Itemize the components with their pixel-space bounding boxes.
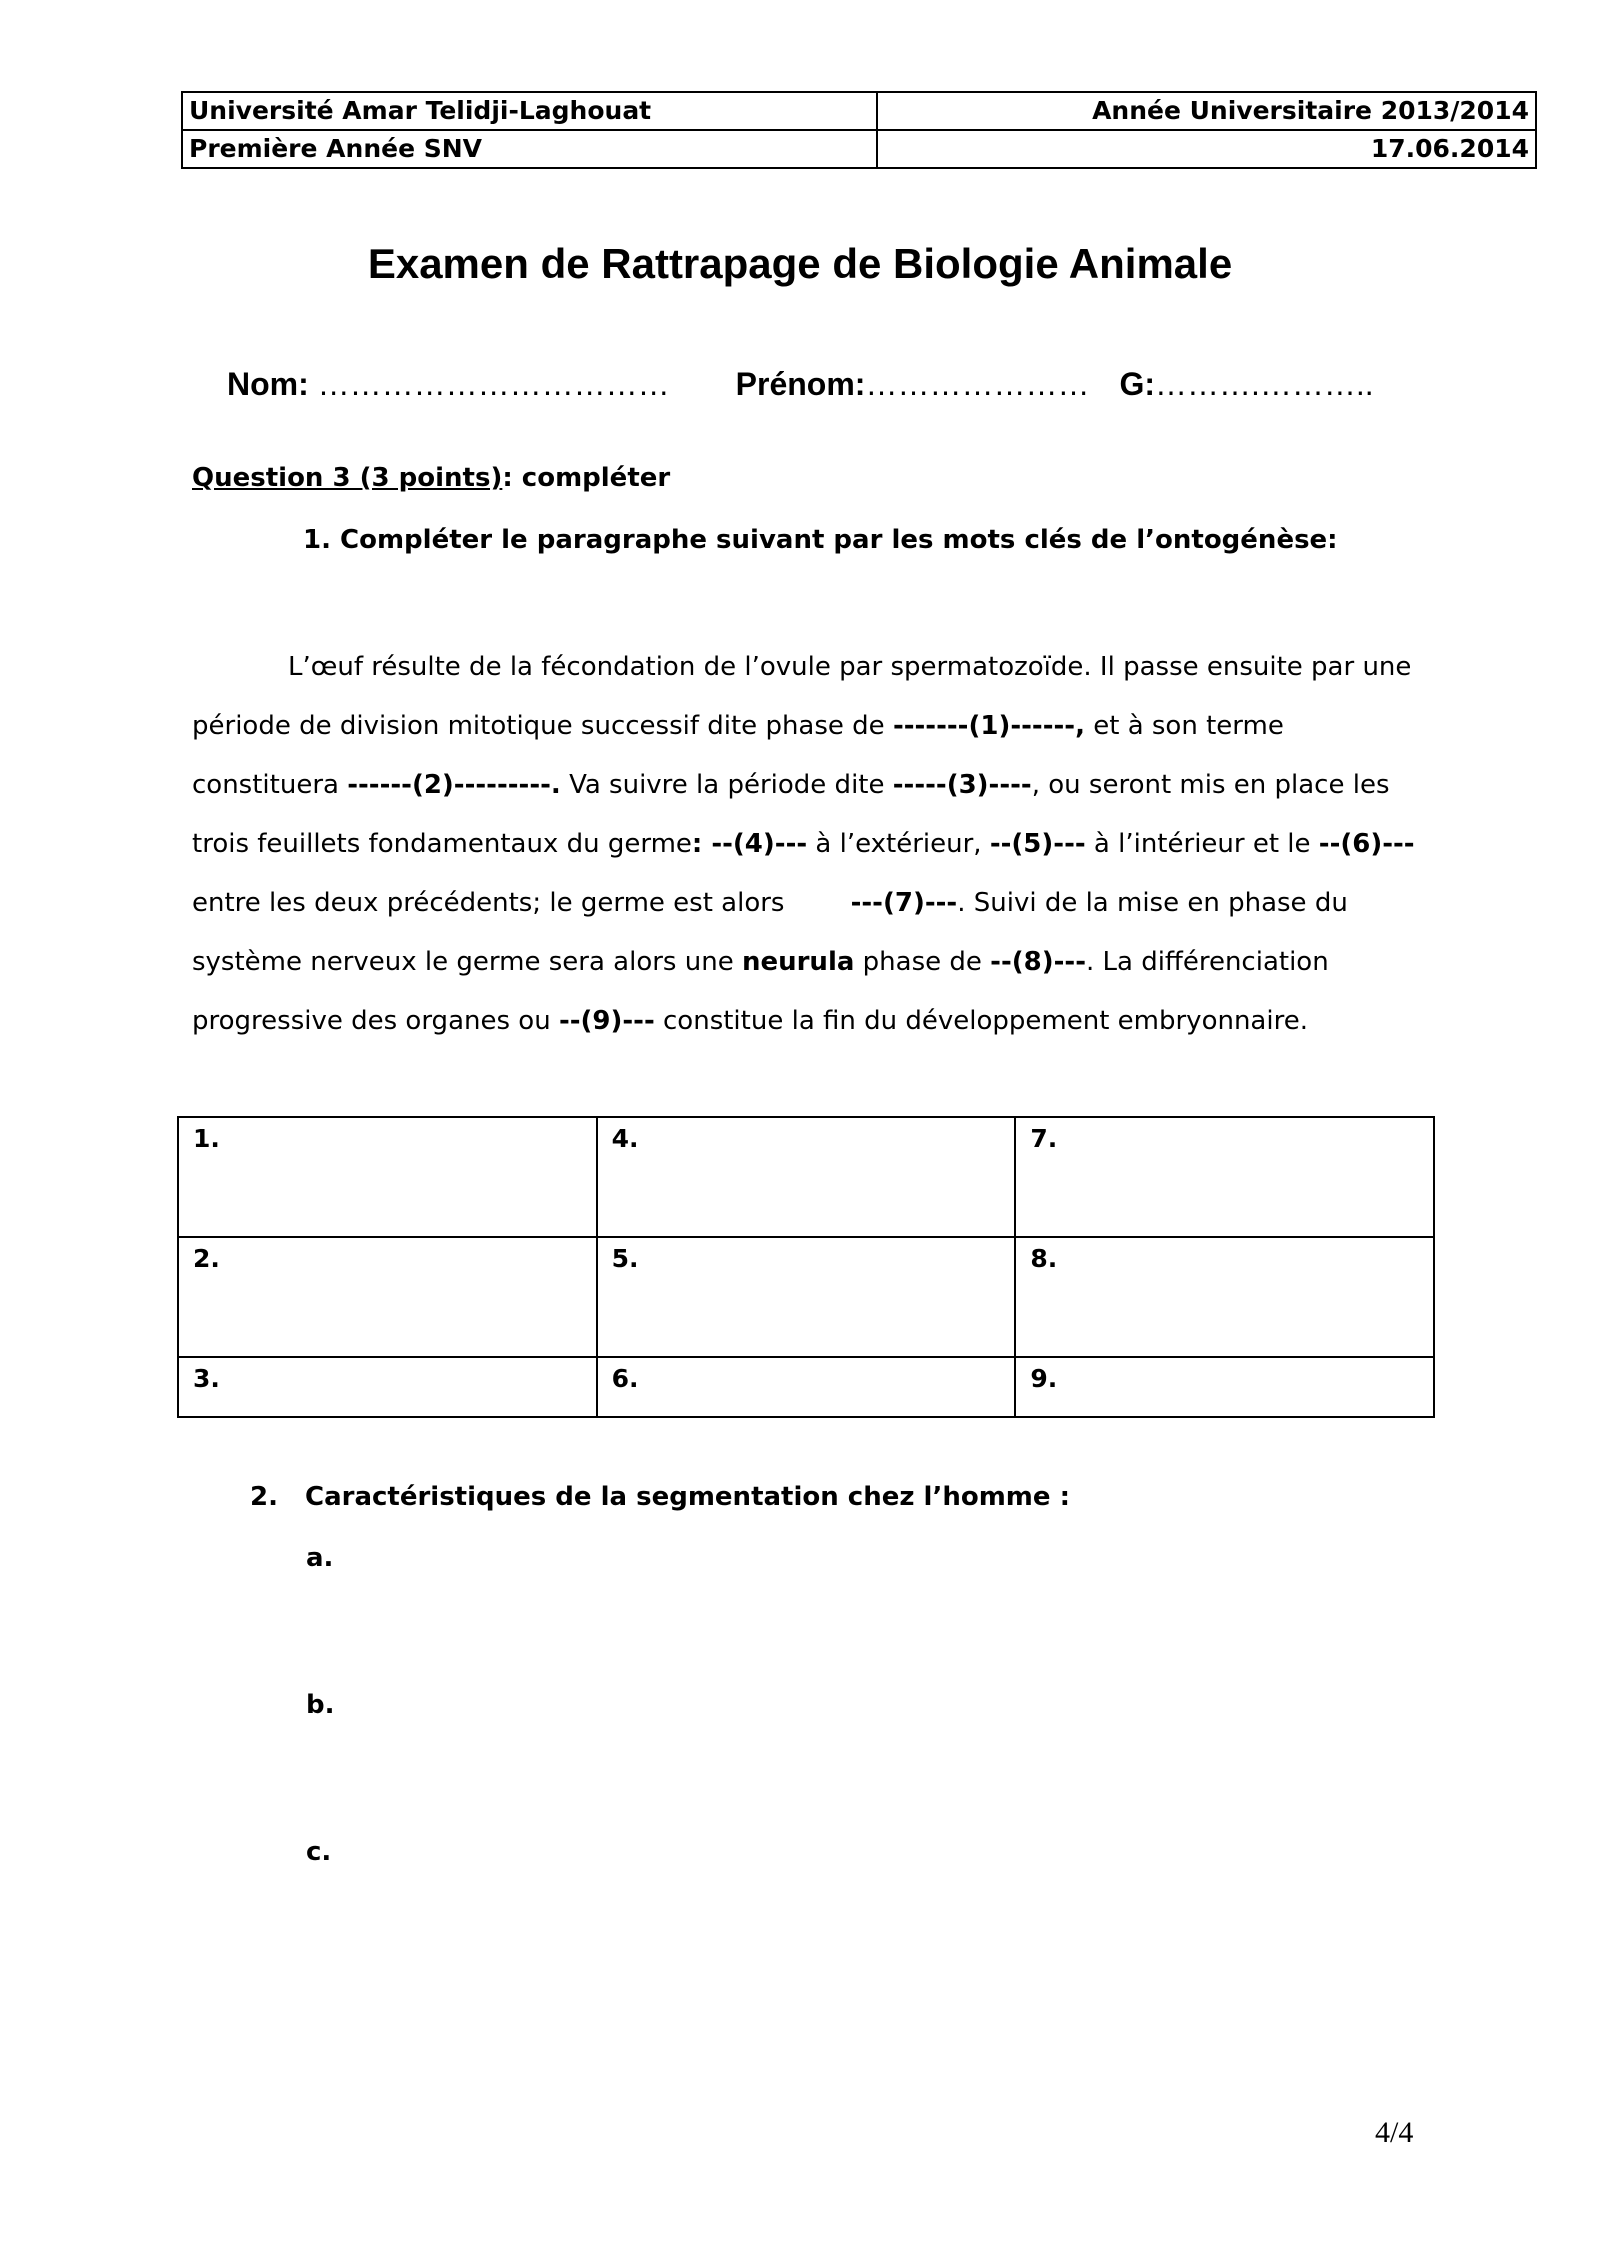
- page-number: 4/4: [1375, 2116, 1414, 2149]
- exam-title: Examen de Rattrapage de Biologie Animale: [367, 240, 1233, 287]
- answer-cell-6[interactable]: 6.: [597, 1357, 1016, 1417]
- blank-4: : --(4)---: [691, 829, 808, 859]
- blank-8: --(8)---: [990, 947, 1086, 977]
- blank-5: --(5)---: [989, 829, 1086, 859]
- paragraph-text: . Suivi de la mise en phase du: [957, 888, 1348, 918]
- paragraph-text: phase de: [854, 947, 991, 977]
- paragraph-text: à l’intérieur et le: [1085, 829, 1319, 859]
- student-fields: [227, 366, 1374, 403]
- paragraph-line: [192, 874, 1482, 933]
- subquestion-2-number: 2.: [250, 1482, 278, 1512]
- paragraph-line: [192, 756, 1482, 815]
- answer-cell-4[interactable]: 4.: [597, 1117, 1016, 1237]
- answer-cell-3[interactable]: 3.: [178, 1357, 597, 1417]
- paragraph-line: [192, 933, 1482, 992]
- paragraph-text: système nerveux le germe sera alors une: [192, 947, 742, 977]
- blank-7: ---(7)---: [850, 888, 958, 918]
- paragraph-text: progressive des organes ou: [192, 1006, 559, 1036]
- blank-1: -------(1)------,: [892, 711, 1085, 741]
- paragraph-text: entre les deux précédents; le germe est alors: [192, 888, 851, 918]
- study-level: Première Année SNV: [182, 130, 877, 168]
- exam-date: 17.06.2014: [877, 130, 1536, 168]
- paragraph-text: à l’extérieur,: [807, 829, 990, 859]
- subquestion-2: [250, 1482, 1070, 1512]
- keyword-neurula: neurula: [741, 947, 855, 977]
- paragraph-text: trois feuillets fondamentaux du germe: [192, 829, 692, 859]
- university-name: Université Amar Telidji-Laghouat: [182, 92, 877, 130]
- prenom-field[interactable]: …………………: [865, 366, 1090, 402]
- question-3-label: Question 3 (3 points): [192, 463, 503, 493]
- paragraph-line: [192, 815, 1482, 874]
- group-field[interactable]: ……….………..: [1155, 366, 1374, 402]
- question-3-instruction: : compléter: [502, 463, 671, 493]
- prenom-label: Prénom:: [735, 366, 866, 402]
- paragraph-text: . La différenciation: [1085, 947, 1329, 977]
- blank-2: ------(2)---------.: [347, 770, 561, 800]
- nom-label: Nom:: [227, 366, 309, 402]
- answer-cell-9[interactable]: 9.: [1015, 1357, 1434, 1417]
- subquestion-2-text: Caractéristiques de la segmentation chez l’homme :: [305, 1482, 1070, 1512]
- question-3-heading: [192, 463, 670, 493]
- answer-cell-8[interactable]: 8.: [1015, 1237, 1434, 1357]
- paragraph-text: et à son terme: [1084, 711, 1284, 741]
- fill-in-paragraph: [192, 638, 1482, 1051]
- blank-9: --(9)---: [558, 1006, 655, 1036]
- paragraph-text: constituera: [192, 770, 348, 800]
- answer-cell-1[interactable]: 1.: [178, 1117, 597, 1237]
- nom-field[interactable]: ……………………………: [308, 366, 670, 402]
- item-b: b.: [306, 1690, 335, 1720]
- item-a: a.: [306, 1543, 334, 1573]
- subquestion-1: 1. Compléter le paragraphe suivant par les mots clés de l’ontogénèse:: [303, 525, 1338, 555]
- paragraph-text: , ou seront mis en place les: [1031, 770, 1390, 800]
- answer-cell-2[interactable]: 2.: [178, 1237, 597, 1357]
- paragraph-text: L’œuf résulte de la fécondation de l’ovule par spermatozoïde. Il passe ensuite par une: [288, 652, 1412, 682]
- paragraph-text: Va suivre la période dite: [560, 770, 893, 800]
- paragraph-line: [192, 697, 1482, 756]
- answer-table: [177, 1116, 1435, 1418]
- blank-3: -----(3)----: [892, 770, 1032, 800]
- paragraph-line: [192, 992, 1482, 1051]
- blank-6: --(6)---: [1318, 829, 1415, 859]
- item-c: c.: [306, 1837, 332, 1867]
- academic-year: Année Universitaire 2013/2014: [877, 92, 1536, 130]
- answer-cell-7[interactable]: 7.: [1015, 1117, 1434, 1237]
- answer-cell-5[interactable]: 5.: [597, 1237, 1016, 1357]
- paragraph-line: [192, 638, 1482, 697]
- header-table: [181, 91, 1537, 169]
- group-label: G:: [1119, 366, 1155, 402]
- paragraph-text: période de division mitotique successif dite phase de: [192, 711, 893, 741]
- paragraph-text: constitue la fin du développement embryonnaire.: [654, 1006, 1308, 1036]
